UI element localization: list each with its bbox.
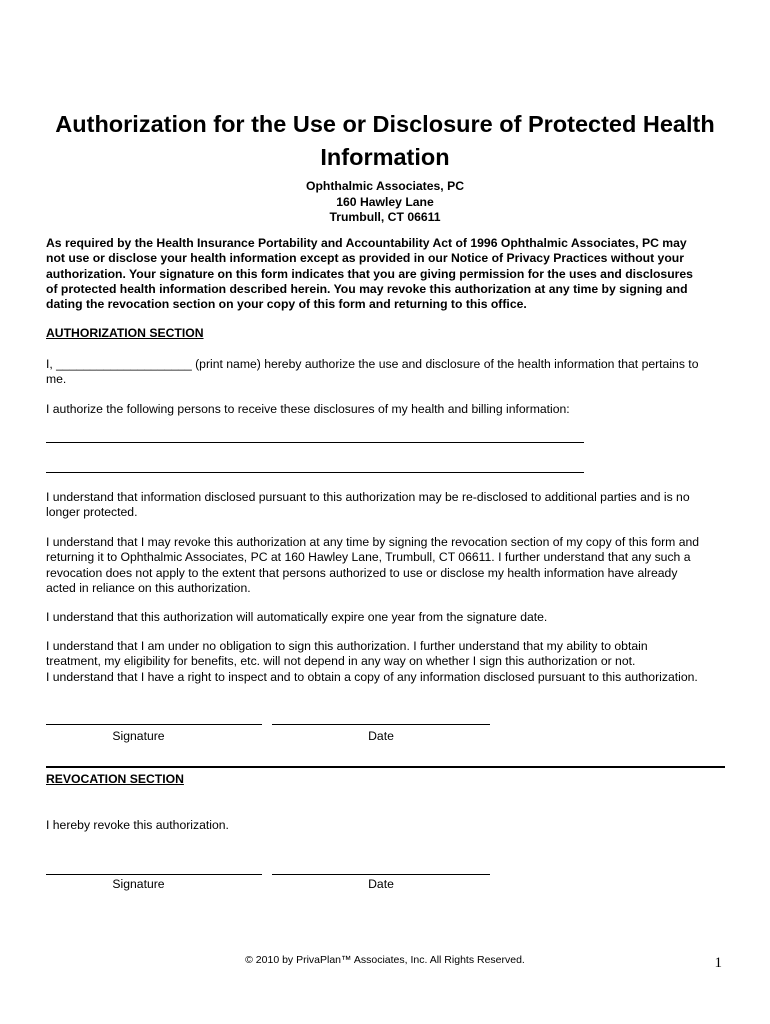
revocation-heading: REVOCATION SECTION bbox=[46, 772, 184, 786]
obligation-paragraph bbox=[46, 639, 736, 685]
paragraph-line: returning it to Ophthalmic Associates, PC at 160 Hawley Lane, Trumbull, CT 06611. I further understand that any such a bbox=[46, 550, 691, 565]
signature-label: Signature bbox=[112, 729, 165, 743]
page-number: 1 bbox=[714, 955, 722, 971]
intro-line: dating the revocation section on your copy of this form and returning to this office. bbox=[46, 297, 527, 312]
paragraph-line: I understand that I am under no obligation to sign this authorization. I further understand that my ability to obtain bbox=[46, 639, 648, 653]
revoke-statement: I hereby revoke this authorization. bbox=[46, 818, 229, 832]
intro-line: As required by the Health Insurance Portability and Accountability Act of 1996 Ophthalmic Associates, PC may bbox=[46, 236, 687, 250]
practice-city: Trumbull, CT 06611 bbox=[329, 210, 441, 224]
signature-line[interactable] bbox=[46, 724, 262, 725]
paragraph-line: I understand that information disclosed pursuant to this authorization may be re-disclosed to additional parties and is no bbox=[46, 490, 690, 504]
paragraph-line: I, ____________________ (print name) hereby authorize the use and disclosure of the health information that pertains to bbox=[46, 357, 699, 371]
authorization-heading: AUTHORIZATION SECTION bbox=[46, 326, 204, 340]
practice-address bbox=[40, 179, 730, 226]
date-label: Date bbox=[368, 729, 394, 743]
revocation-signature-label: Signature bbox=[112, 877, 165, 891]
recipient-line-1[interactable] bbox=[46, 442, 584, 443]
intro-line: authorization. Your signature on this form indicates that you are giving permission for the uses and disclosures bbox=[46, 266, 693, 281]
paragraph-line: longer protected. bbox=[46, 505, 138, 520]
paragraph-line: acted in reliance on this authorization. bbox=[46, 580, 251, 595]
paragraph-line: revocation does not apply to the extent that persons authorized to use or disclose my health information have already bbox=[46, 565, 678, 580]
section-divider bbox=[46, 766, 725, 768]
revocation-date-line[interactable] bbox=[272, 874, 490, 875]
revocation-signature-line[interactable] bbox=[46, 874, 262, 875]
paragraph-line: I understand that I may revoke this authorization at any time by signing the revocation section of my copy of this form and bbox=[46, 535, 700, 549]
date-line[interactable] bbox=[272, 724, 490, 725]
intro-paragraph bbox=[46, 236, 736, 312]
authorize-name-paragraph bbox=[46, 357, 736, 388]
paragraph-line: me. bbox=[46, 372, 67, 387]
intro-line: not use or disclose your health information except as provided in our Notice of Privacy Practices without your bbox=[46, 251, 684, 266]
practice-name: Ophthalmic Associates, PC bbox=[305, 179, 465, 193]
intro-line: of protected health information described herein. You may revoke this authorization at any time by signing and bbox=[46, 281, 688, 296]
expire-text: I understand that this authorization will automatically expire one year from the signature date. bbox=[46, 610, 548, 624]
practice-street: 160 Hawley Lane bbox=[336, 194, 434, 209]
page-title bbox=[40, 108, 730, 174]
revocation-date-label: Date bbox=[368, 877, 394, 891]
authorize-persons-text: I authorize the following persons to receive these disclosures of my health and billing information: bbox=[46, 402, 570, 416]
paragraph-line: treatment, my eligibility for benefits, etc. will not depend in any way on whether I sign this authorization or not. bbox=[46, 654, 636, 669]
recipient-line-2[interactable] bbox=[46, 472, 584, 473]
title-line-2: Information bbox=[320, 144, 450, 170]
revoke-understand-paragraph bbox=[46, 535, 736, 596]
copyright-footer: © 2010 by PrivaPlan™ Associates, Inc. All Rights Reserved. bbox=[245, 954, 525, 966]
redisclose-paragraph bbox=[46, 490, 736, 521]
title-line-1: Authorization for the Use or Disclosure of Protected Health bbox=[55, 111, 715, 137]
paragraph-line: I understand that I have a right to inspect and to obtain a copy of any information disclosed pursuant to this authorization. bbox=[46, 669, 698, 684]
